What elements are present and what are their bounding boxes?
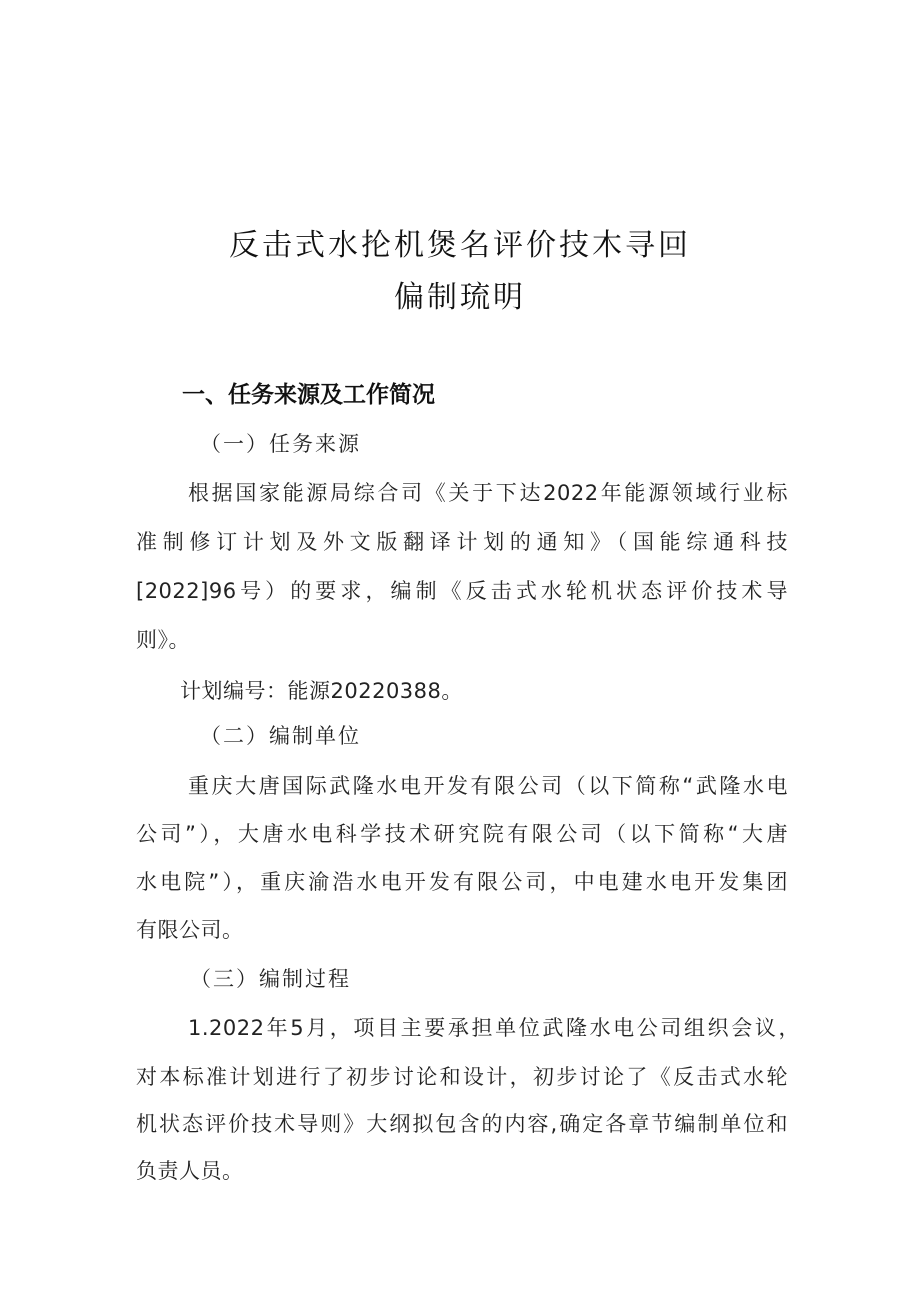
paragraph-line: 重庆大唐国际武隆水电开发有限公司（以下简称“武隆水电 [188, 774, 788, 798]
paragraph-line: 对本标准计划进行了初步讨论和设计，初步讨论了《反击式水轮 [136, 1065, 788, 1089]
paragraph-line: 水电院”），重庆渝浩水电开发有限公司，中电建水电开发集团 [136, 870, 788, 894]
paragraph-line: 负责人员。 [136, 1159, 244, 1183]
document-title-line2: 偏制琉明 [394, 280, 526, 315]
paragraph-line: 1.2022年5月，项目主要承担单位武隆水电公司组织会议， [188, 1016, 800, 1040]
plan-number: 计划编号：能源20220388。 [180, 679, 463, 703]
subsection-heading-compiling-units: （二）编制单位 [200, 724, 361, 748]
paragraph-line: 机状态评价技术导则》大纲拟包含的内容,确定各章节编制单位和 [136, 1112, 788, 1136]
paragraph-line: 则》。 [136, 628, 190, 652]
subsection-heading-task-source: （一）任务来源 [200, 432, 361, 456]
paragraph-line: 准制修订计划及外文版翻译计划的通知》（国能综通科技 [136, 530, 788, 554]
paragraph-line: [2022]96号）的要求，编制《反击式水轮机状态评价技术导 [136, 579, 788, 603]
document-title-line1: 反击式水抡机煲名评价技木寻回 [229, 228, 691, 263]
paragraph-line: 有限公司。 [136, 918, 244, 942]
section-heading-task-source-and-overview: 一、任务来源及工作简况 [182, 382, 435, 408]
paragraph-line: 根据国家能源局综合司《关于下达2022年能源领域行业标 [188, 481, 788, 505]
subsection-heading-compiling-process: （三）编制过程 [190, 967, 351, 991]
paragraph-line: 公司”），大唐水电科学技术研究院有限公司（以下简称“大唐 [136, 822, 788, 846]
